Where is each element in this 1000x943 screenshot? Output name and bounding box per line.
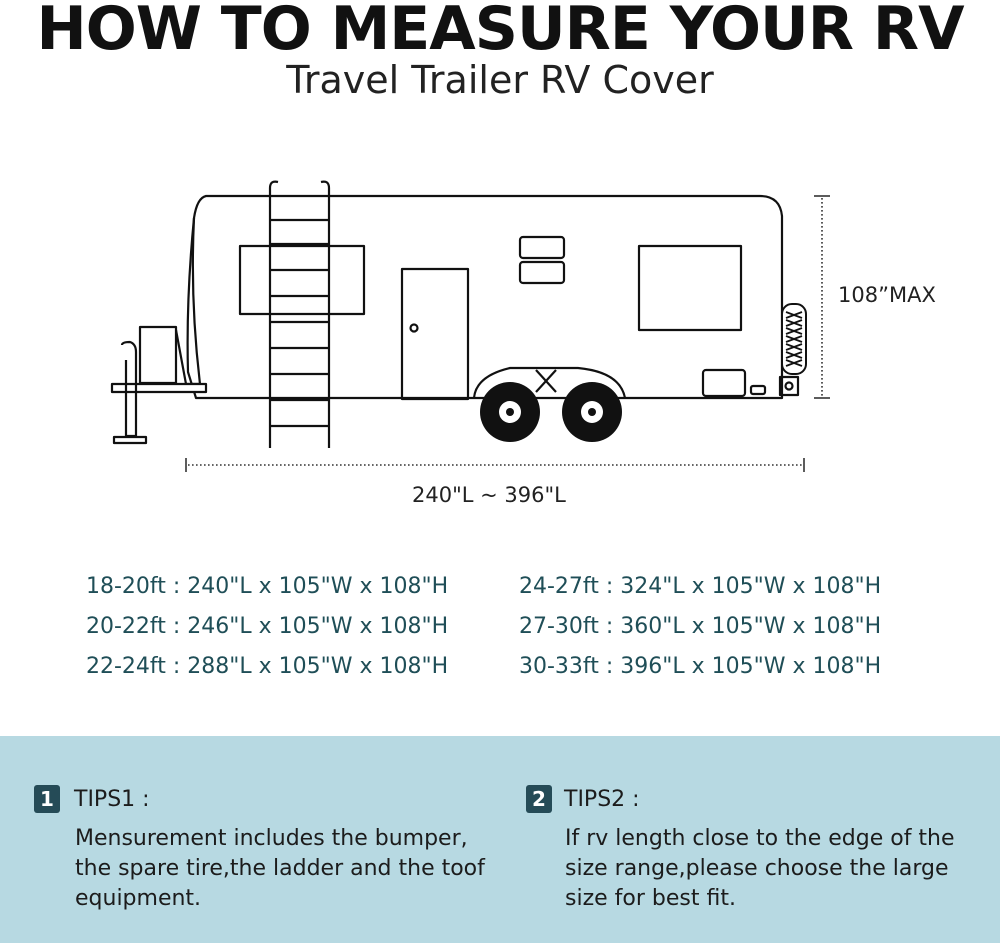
size-row: 24-27ft : 324"L x 105"W x 108"H [519,574,882,599]
tip-title: TIPS1 : [74,786,150,812]
tip-title: TIPS2 : [564,786,640,812]
tip-line: If rv length close to the edge of the [565,826,955,851]
height-label: 108”MAX [838,283,936,307]
size-row: 20-22ft : 246"L x 105"W x 108"H [86,614,449,639]
size-row: 30-33ft : 396"L x 105"W x 108"H [519,654,882,679]
rv-measurement-diagram [0,170,1000,520]
size-row: 22-24ft : 288"L x 105"W x 108"H [86,654,449,679]
size-list-right [519,567,881,687]
tip-1 [34,784,485,914]
tip-body [75,824,485,914]
spare-tire-icon [782,304,806,374]
tip-line: size for best fit. [565,886,736,911]
tip-number-badge: 1 [34,785,60,813]
tips-panel [0,736,1000,943]
tip-body [565,824,955,914]
size-list-left [86,567,448,687]
travel-trailer-icon [0,170,1000,520]
page-title: HOW TO MEASURE YOUR RV [36,0,964,64]
tip-line: the spare tire,the ladder and the toof [75,856,485,881]
size-row: 18-20ft : 240"L x 105"W x 108"H [86,574,449,599]
tip-line: size range,please choose the large [565,856,949,881]
length-label: 240"L ~ 396"L [412,483,566,507]
tip-line: equipment. [75,886,202,911]
size-row: 27-30ft : 360"L x 105"W x 108"H [519,614,882,639]
tip-number-badge: 2 [526,785,552,813]
page-subtitle: Travel Trailer RV Cover [286,58,714,102]
tip-2 [526,784,955,914]
tip-line: Mensurement includes the bumper, [75,826,468,851]
